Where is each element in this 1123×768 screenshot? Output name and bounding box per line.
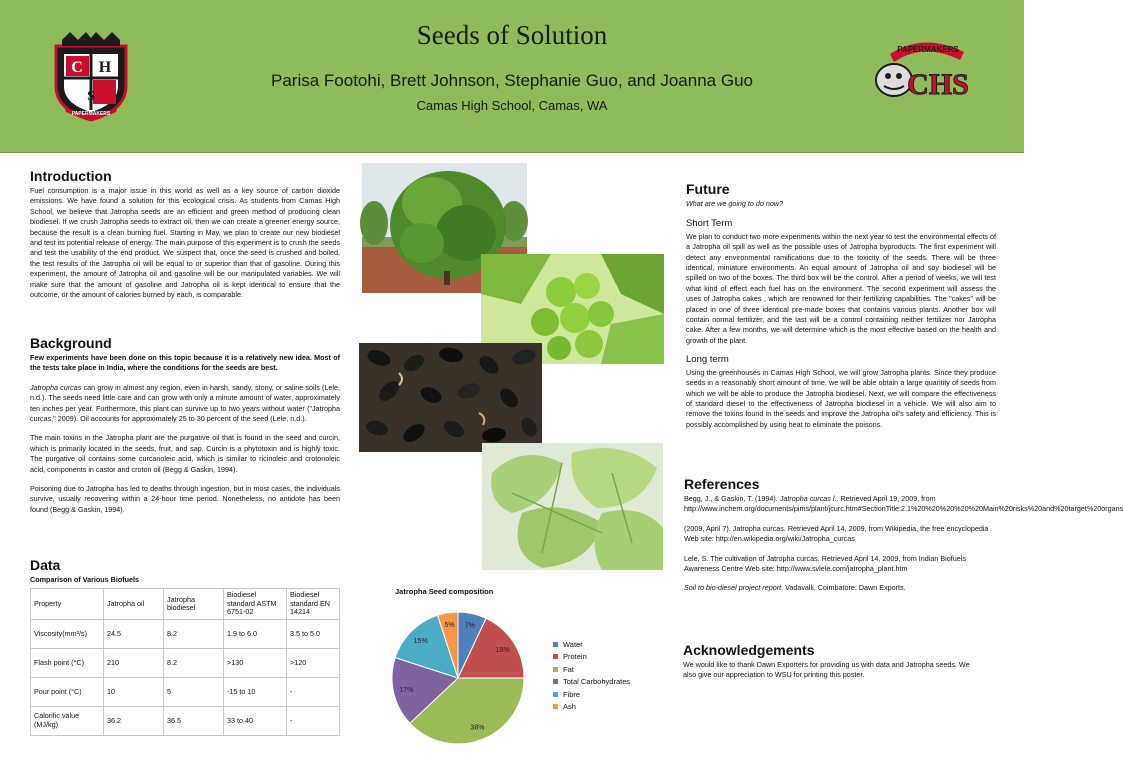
background-paragraph-1-text: can grow in almost any region, even in harsh, sandy, stony, or saline soils (Lele, n.d.). The seeds need little care and can grow with only a minute amount of water, approximately ten inches per year. Furthermore, this plant can survive up to two years without water ("Jatropha curcas," 2009). Oil accounts for approximately 25 to 30 percent of the seed (Lele, n.d.). [30, 382, 340, 424]
table-header-cell: Jatropha biodiesel [164, 589, 224, 620]
table-header-cell: Jatropha oil [104, 589, 164, 620]
table-cell: 36.2 [104, 706, 164, 735]
crest-letter-h: H [98, 59, 112, 76]
legend-label: Fat [563, 664, 574, 674]
jatropha-seeds-photo [359, 343, 542, 452]
legend-swatch [553, 642, 558, 647]
reference-1-source: . Retrieved April 19, 2009, from http://www.inchem.org/documents/pims/plant/jcurc.htm#SectionTitle:2.1%20%20%20%20%20Main%20risks%20and%20target%20organs [684, 494, 1123, 514]
poster-header [0, 0, 1024, 153]
background-paragraph-2: The main toxins in the Jatropha plant are the purgative oil that is found in the seed and curcin, which is primarily located in the seeds, fruit, and sap. Curcin is a phytotoxin and is highly toxic. The purgative oil contains some curcanoleic acid, which is similar to ricinoleic and crotonoleic acid, components in castor and croton oil (Begg & Gaskin, 1994). [30, 433, 340, 474]
future-subtitle: What are we going to do now? [686, 199, 784, 208]
legend-label: Ash [563, 702, 576, 712]
seed-composition-pie-chart [380, 598, 540, 758]
table-cell: Calorific value (MJ/kg) [31, 706, 104, 735]
table-cell: 8.2 [164, 619, 224, 648]
chart-title: Jatropha Seed composition [395, 587, 494, 596]
table-cell: - [287, 706, 340, 735]
pie-data-label: 38% [470, 724, 485, 732]
legend-item [553, 663, 653, 676]
reference-item [684, 494, 1123, 515]
table-header-cell: Biodiesel standard ASTM 6751-02 [224, 589, 287, 620]
table-cell: 36.5 [164, 706, 224, 735]
table-row [31, 706, 340, 735]
pie-legend [553, 638, 653, 713]
legend-item [553, 701, 653, 714]
introduction-section [30, 168, 340, 309]
table-cell: Flash point (°C) [31, 648, 104, 677]
legend-swatch [553, 679, 558, 684]
acknowledgements-section [683, 642, 983, 690]
table-cell: 10 [104, 677, 164, 706]
reference-1-title: Jatropha curcas l. [779, 494, 837, 503]
long-term-body: Using the greenhouses in Camas High School, we will grow Jatropha plants. Since they produce seeds in a reasonably short amount of time, we will be able obtain a large quantity of seeds from which we will be able to produce the Jatropha biodiesel. Next, we will compare the effectiveness of standard diesel to the effectiveness of Jatropha biodiesel in a vehicle. We will also aim to remove the toxins found in the seeds and improve the Jatropha oil's safety and efficiency. This is possibly accomplished by using heat to eliminate the poisons. [686, 367, 996, 429]
table-cell: 1.9 to 6.0 [224, 619, 287, 648]
future-section [686, 181, 996, 439]
table-cell: Viscosity(mm²/s) [31, 619, 104, 648]
short-term-body: We plan to conduct two more experiments within the next year to test the environmental effects of a Jatropha oil spill as well as the possible uses of Jatropha byproducts. The first experiment will detect any environmental ramifications due to the toxicity of the seeds. There will be three identical, miniature environments. An equal amount of Jatropha oil and soy biodiesel will be spilled on two of the boxes. The third box will be the control. After a period of weeks, we will test what kind of effect each fuel has on the environment. The second experiment will assess the uses of Jatropha cakes , which are renowned for their fertilizing capabilities. The "cakes" will be placed in one of three identical pre-made boxes that contains various plants. Another box will contain normal fertilizer, and the last will be a control containing neither fertilizer nor Jatropha cake. After a few months, we will determine which is the most effective based on the health and growth of the plant. [686, 231, 996, 345]
background-paragraph-1 [30, 383, 340, 425]
table-header-cell: Biodiesel standard EN 14214 [287, 589, 340, 620]
crest-letter-c: C [71, 59, 83, 76]
references-section [684, 476, 1123, 603]
pie-data-label: 18% [495, 647, 510, 655]
table-title: Comparison of Various Biofuels [30, 575, 140, 584]
legend-label: Protein [563, 652, 587, 662]
table-cell: 8.2 [164, 648, 224, 677]
legend-swatch [553, 667, 558, 672]
legend-item [553, 676, 653, 689]
future-heading: Future [686, 181, 730, 197]
biofuel-comparison-table [30, 588, 340, 736]
reference-item: (2009, April 7). Jatropha curcas. Retrieved April 14, 2009, from Wikipedia, the free encyclopedia Web site: http://en.wikipedia.org/wiki/Jatropha_curcas [684, 523, 989, 544]
short-term-heading: Short Term [686, 218, 733, 230]
papermakers-logo [872, 36, 977, 108]
acknowledgements-body: We would like to thank Dawn Exporters for providing us with data and Jatropha seeds. We also give our appreciation to WSU for printing this poster. [683, 660, 970, 680]
crest-banner-text: PAPERMAKERS [71, 111, 111, 117]
references-heading: References [684, 476, 760, 492]
poster-title: Seeds of Solution [416, 20, 608, 50]
pie-data-label: 7% [464, 622, 475, 630]
reference-item [684, 583, 996, 593]
legend-item [553, 638, 653, 651]
table-cell: 33 to 40 [224, 706, 287, 735]
introduction-body: Fuel consumption is a major issue in this world as well as a key source of carbon dioxide emissions. We have found a solution for this ecological crisis. As students from Camas High School, we believe that Jatropha seeds are an efficient and green method of producing clean biodiesel. If we crush Jatropha seeds to extract oil, then we can create a greener energy source, because the result is a clean burning fuel. Starting in May, we plan to create our new biodiesel and test its potential release of energy. The main purpose of this experiment is to crush the seeds and test the usability of the end product. We suspect that, once the seed is crushed and boiled, the test results of the Jatropha oil will be equal to or superior than that of gasoline. During this experiment, the amount of Jatropha oil and gasoline will be our manipulated variables. We will make sure that the amount of gasoline and Jatropha oil is kept identical to ensure that the outcome, or the amount of calories burned by each, is comparable. [30, 186, 340, 300]
jatropha-italic: Jatropha curcas [30, 382, 82, 392]
table-row [31, 677, 340, 706]
reference-4-title: Soil to bio-diesel project report [684, 583, 782, 593]
legend-item [553, 688, 653, 701]
table-cell: -15 to 10 [224, 677, 287, 706]
table-cell: 24.5 [104, 619, 164, 648]
data-section [30, 557, 342, 736]
background-paragraph-3: Poisoning due to Jatropha has led to deaths through ingestion, but in most cases, the individuals survive, usually recovering within a 24-hour time period. Nonetheless, no antidote has been found (Begg & Gaskin, 1994). [30, 484, 340, 514]
legend-label: Fibre [563, 689, 581, 699]
poster-authors: Parisa Footohi, Brett Johnson, Stephanie Guo, and Joanna Guo [271, 71, 753, 90]
reference-item: Lele, S. The cultivation of Jatropha curcas. Retrieved April 14, 2009, from Indian Biofuels Awareness Centre Web site: http://www.svlele.com/jatropha_plant.htm [684, 553, 966, 574]
table-cell: 210 [104, 648, 164, 677]
table-header-cell: Property [31, 589, 104, 620]
reference-4-source: . Vadavalli, Coimbatore: Dawn Exports. [781, 583, 906, 593]
jatropha-leaves-photo [482, 443, 663, 570]
background-heading: Background [30, 335, 112, 351]
background-bold-intro: Few experiments have been done on this topic because it is a relatively new idea. Most of the tests take place in India, where the conditions for the seeds are best. [30, 353, 340, 373]
background-section [30, 335, 340, 524]
introduction-heading: Introduction [30, 168, 112, 184]
table-cell: Pour point (°C) [31, 677, 104, 706]
legend-swatch [553, 654, 558, 659]
crest-letter-s: S [87, 89, 95, 104]
table-cell: >120 [287, 648, 340, 677]
table-row [31, 648, 340, 677]
legend-label: Total Carbohydrates [563, 677, 631, 687]
acknowledgements-heading: Acknowledgements [683, 642, 815, 658]
legend-swatch [553, 704, 558, 709]
table-cell: 5 [164, 677, 224, 706]
table-cell: - [287, 677, 340, 706]
papermakers-banner-text: PAPERMAKERS [897, 45, 959, 54]
chs-letters: CHS [907, 68, 969, 101]
legend-swatch [553, 692, 558, 697]
pie-data-label: 5% [444, 622, 455, 630]
table-header-row [31, 589, 340, 620]
data-heading: Data [30, 557, 61, 573]
pie-data-label: 17% [399, 687, 414, 695]
legend-label: Water [563, 639, 583, 649]
legend-item [553, 651, 653, 664]
pie-data-label: 15% [413, 638, 428, 646]
reference-1-authors: Begg, J., & Gaskin, T. (1994). [684, 494, 780, 503]
table-cell: >130 [224, 648, 287, 677]
long-term-heading: Long term [686, 354, 729, 366]
table-row [31, 619, 340, 648]
table-cell: 3.5 to 5.0 [287, 619, 340, 648]
poster-school: Camas High School, Camas, WA [416, 98, 608, 113]
